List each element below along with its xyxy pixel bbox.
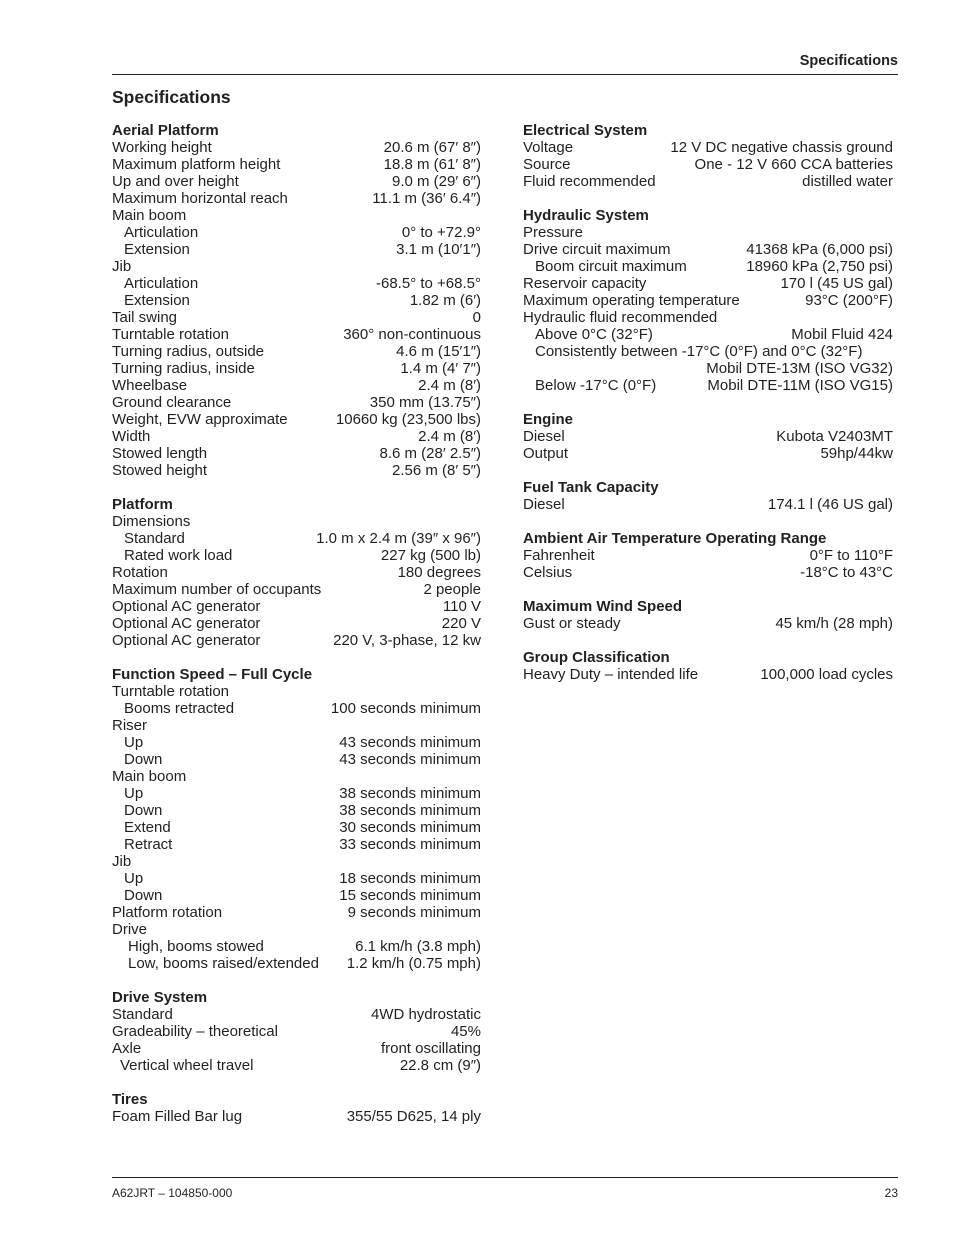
spec-label: Gradeability – theoretical <box>112 1023 278 1040</box>
spec-row <box>523 258 893 275</box>
spec-label: Axle <box>112 1040 142 1057</box>
spec-row <box>112 1108 481 1125</box>
spec-value: 355/55 D625, 14 ply <box>346 1108 481 1125</box>
spec-value: 0°F to 110°F <box>809 547 893 564</box>
spec-row <box>112 1040 481 1057</box>
spec-value: 12 V DC negative chassis ground <box>670 139 893 156</box>
spec-row <box>112 768 481 785</box>
spec-value: 15 seconds minimum <box>339 887 481 904</box>
spec-row <box>112 921 481 938</box>
spec-section <box>523 649 893 683</box>
spec-value: 43 seconds minimum <box>339 751 481 768</box>
spec-row <box>112 258 481 275</box>
spec-value: 4WD hydrostatic <box>370 1006 481 1023</box>
spec-row <box>112 1057 481 1074</box>
spec-label: Extension <box>124 241 190 258</box>
spec-value: 38 seconds minimum <box>339 802 481 819</box>
spec-value: distilled water <box>802 173 893 190</box>
spec-value: 20.6 m (67′ 8″) <box>383 139 481 156</box>
spec-value: 170 l (45 US gal) <box>780 275 893 292</box>
spec-label: Ground clearance <box>112 394 232 411</box>
spec-row <box>112 292 481 309</box>
spec-row <box>112 343 481 360</box>
spec-row <box>523 377 893 394</box>
spec-row <box>112 938 481 955</box>
spec-label: Extend <box>124 819 171 836</box>
section-title: Fuel Tank Capacity <box>523 479 659 496</box>
spec-label: Maximum operating temperature <box>523 292 740 309</box>
spec-value: 43 seconds minimum <box>339 734 481 751</box>
spec-value: 227 kg (500 lb) <box>380 547 481 564</box>
spec-label: Riser <box>112 717 148 734</box>
spec-row <box>523 224 893 241</box>
spec-label: Tail swing <box>112 309 178 326</box>
spec-value: 38 seconds minimum <box>339 785 481 802</box>
spec-row <box>112 360 481 377</box>
spec-row <box>112 224 481 241</box>
spec-value: 174.1 l (46 US gal) <box>767 496 893 513</box>
spec-row <box>112 513 481 530</box>
spec-value: 4.6 m (15′1″) <box>396 343 481 360</box>
spec-section <box>523 598 893 632</box>
spec-label: Dimensions <box>112 513 191 530</box>
spec-label: Fluid recommended <box>523 173 656 190</box>
spec-row <box>112 326 481 343</box>
footer-doc-id: A62JRT – 104850-000 <box>112 1186 233 1200</box>
spec-label: Extension <box>124 292 190 309</box>
spec-row <box>523 564 893 581</box>
spec-label: Jib <box>112 853 132 870</box>
spec-section <box>112 1091 481 1125</box>
spec-label: Low, booms raised/extended <box>128 955 319 972</box>
spec-label: Diesel <box>523 496 565 513</box>
spec-row <box>112 887 481 904</box>
spec-value: 110 V <box>442 598 481 615</box>
spec-section <box>523 411 893 462</box>
spec-row <box>112 309 481 326</box>
spec-label: Source <box>523 156 571 173</box>
spec-row <box>112 836 481 853</box>
spec-value: 0 <box>472 309 481 326</box>
spec-label: Rated work load <box>124 547 233 564</box>
spec-section <box>523 479 893 513</box>
spec-row <box>112 751 481 768</box>
spec-label: Hydraulic fluid recommended <box>523 309 718 326</box>
spec-value: 22.8 cm (9″) <box>399 1057 481 1074</box>
spec-label: Main boom <box>112 207 187 224</box>
spec-row <box>112 802 481 819</box>
spec-value: 93°C (200°F) <box>805 292 893 309</box>
spec-label: Drive <box>112 921 148 938</box>
spec-value: Mobil DTE-11M (ISO VG15) <box>707 377 893 394</box>
spec-value: 33 seconds minimum <box>339 836 481 853</box>
spec-row <box>112 1023 481 1040</box>
spec-row <box>112 445 481 462</box>
spec-label: Drive circuit maximum <box>523 241 671 258</box>
spec-label: Up and over height <box>112 173 239 190</box>
spec-value: 18 seconds minimum <box>339 870 481 887</box>
spec-label: Celsius <box>523 564 573 581</box>
spec-label: Optional AC generator <box>112 615 261 632</box>
spec-row <box>112 377 481 394</box>
spec-row <box>112 139 481 156</box>
spec-value: 1.0 m x 2.4 m (39″ x 96″) <box>316 530 481 547</box>
spec-row <box>112 462 481 479</box>
running-header-title: Specifications <box>799 53 898 69</box>
spec-value: 180 degrees <box>397 564 481 581</box>
footer-rule <box>112 1177 898 1178</box>
spec-label: Consistently between -17°C (0°F) and 0°C (32°F) <box>535 343 863 360</box>
section-title: Hydraulic System <box>523 207 649 224</box>
spec-row <box>112 785 481 802</box>
spec-section <box>112 666 481 972</box>
spec-row <box>112 581 481 598</box>
spec-row <box>112 717 481 734</box>
spec-label: Below -17°C (0°F) <box>535 377 657 394</box>
spec-label: Reservoir capacity <box>523 275 647 292</box>
spec-value: 41368 kPa (6,000 psi) <box>746 241 893 258</box>
spec-row <box>112 564 481 581</box>
spec-label: Down <box>124 802 163 819</box>
spec-row <box>112 207 481 224</box>
section-title: Engine <box>523 411 574 428</box>
spec-label: Maximum horizontal reach <box>112 190 288 207</box>
spec-label: Output <box>523 445 569 462</box>
spec-label: High, booms stowed <box>128 938 264 955</box>
spec-label: Main boom <box>112 768 187 785</box>
spec-section <box>112 122 481 479</box>
spec-value: 18960 kPa (2,750 psi) <box>746 258 893 275</box>
spec-label: Down <box>124 751 163 768</box>
spec-label: Fahrenheit <box>523 547 595 564</box>
spec-row <box>523 547 893 564</box>
spec-value: 9 seconds minimum <box>347 904 481 921</box>
spec-row <box>523 496 893 513</box>
section-title: Drive System <box>112 989 208 1006</box>
spec-label: Booms retracted <box>124 700 235 717</box>
spec-label: Optional AC generator <box>112 598 261 615</box>
spec-value: 45 km/h (28 mph) <box>775 615 893 632</box>
spec-label: Maximum number of occupants <box>112 581 322 598</box>
spec-row <box>523 241 893 258</box>
spec-value: 6.1 km/h (3.8 mph) <box>355 938 481 955</box>
spec-value: 3.1 m (10′1″) <box>396 241 481 258</box>
spec-section <box>523 207 893 394</box>
spec-row <box>523 139 893 156</box>
spec-value: 220 V <box>441 615 481 632</box>
spec-value: 220 V, 3-phase, 12 kw <box>333 632 481 649</box>
spec-value: 30 seconds minimum <box>339 819 481 836</box>
spec-row <box>112 428 481 445</box>
spec-row <box>523 326 893 343</box>
spec-value: Kubota V2403MT <box>776 428 893 445</box>
spec-row <box>112 904 481 921</box>
spec-value: 45% <box>450 1023 481 1040</box>
spec-value: 9.0 m (29′ 6″) <box>392 173 481 190</box>
section-title: Tires <box>112 1091 148 1108</box>
spec-value: 11.1 m (36′ 6.4″) <box>372 190 481 207</box>
spec-label: Heavy Duty – intended life <box>523 666 699 683</box>
spec-label: Boom circuit maximum <box>535 258 687 275</box>
spec-row <box>112 411 481 428</box>
spec-label: Maximum platform height <box>112 156 281 173</box>
spec-value: 2.56 m (8′ 5″) <box>392 462 481 479</box>
spec-value: 350 mm (13.75″) <box>369 394 481 411</box>
spec-section <box>112 496 481 649</box>
spec-row <box>523 292 893 309</box>
spec-label: Optional AC generator <box>112 632 261 649</box>
spec-value: Mobil Fluid 424 <box>791 326 893 343</box>
spec-label: Wheelbase <box>112 377 188 394</box>
section-title: Platform <box>112 496 173 513</box>
section-title: Function Speed – Full Cycle <box>112 666 313 683</box>
spec-row <box>112 632 481 649</box>
spec-row <box>112 700 481 717</box>
spec-label: Standard <box>124 530 185 547</box>
spec-label: Jib <box>112 258 132 275</box>
spec-value: Mobil DTE-13M (ISO VG32) <box>706 360 893 377</box>
spec-row <box>112 1006 481 1023</box>
spec-section <box>523 530 893 581</box>
spec-value: 59hp/44kw <box>820 445 893 462</box>
spec-value: -18°C to 43°C <box>800 564 893 581</box>
page-title: Specifications <box>112 87 231 107</box>
spec-value: 2 people <box>423 581 481 598</box>
spec-row <box>112 156 481 173</box>
spec-value: 18.8 m (61′ 8″) <box>383 156 481 173</box>
spec-label: Above 0°C (32°F) <box>535 326 653 343</box>
spec-value: 2.4 m (8′) <box>418 428 481 445</box>
spec-label: Down <box>124 887 163 904</box>
spec-row <box>112 683 481 700</box>
spec-row <box>523 173 893 190</box>
spec-value: 100 seconds minimum <box>330 700 481 717</box>
spec-label: Voltage <box>523 139 574 156</box>
spec-label: Turntable rotation <box>112 326 230 343</box>
spec-row <box>523 343 893 360</box>
spec-value: 1.2 km/h (0.75 mph) <box>346 955 481 972</box>
spec-row <box>112 870 481 887</box>
spec-row <box>523 309 893 326</box>
spec-row <box>112 241 481 258</box>
spec-row <box>112 734 481 751</box>
spec-row <box>523 275 893 292</box>
spec-row <box>112 615 481 632</box>
spec-label: Articulation <box>124 224 199 241</box>
spec-section <box>523 122 893 190</box>
spec-section <box>112 989 481 1074</box>
spec-value: 1.82 m (6′) <box>409 292 481 309</box>
footer-page-number: 23 <box>884 1186 898 1200</box>
spec-label: Diesel <box>523 428 565 445</box>
spec-row <box>523 428 893 445</box>
spec-value: 8.6 m (28′ 2.5″) <box>379 445 481 462</box>
header-rule <box>112 74 898 75</box>
spec-row <box>523 666 893 683</box>
spec-label: Turning radius, outside <box>112 343 265 360</box>
spec-row <box>112 853 481 870</box>
spec-row <box>112 530 481 547</box>
spec-label: Stowed length <box>112 445 208 462</box>
spec-value: 10660 kg (23,500 lbs) <box>335 411 481 428</box>
spec-label: Foam Filled Bar lug <box>112 1108 243 1125</box>
spec-label: Articulation <box>124 275 199 292</box>
spec-value: One - 12 V 660 CCA batteries <box>694 156 893 173</box>
spec-row <box>523 445 893 462</box>
spec-label: Up <box>124 870 144 887</box>
spec-value: -68.5° to +68.5° <box>376 275 481 292</box>
spec-label: Width <box>112 428 151 445</box>
spec-label: Retract <box>124 836 173 853</box>
spec-row <box>112 275 481 292</box>
section-title: Aerial Platform <box>112 122 219 139</box>
spec-value: 100,000 load cycles <box>760 666 893 683</box>
spec-label: Standard <box>112 1006 173 1023</box>
spec-label: Pressure <box>523 224 584 241</box>
spec-value: 360° non-continuous <box>343 326 481 343</box>
spec-label: Up <box>124 785 144 802</box>
left-spec-column <box>112 122 481 1142</box>
spec-row <box>112 598 481 615</box>
spec-row <box>523 360 893 377</box>
spec-label: Platform rotation <box>112 904 223 921</box>
spec-row <box>112 819 481 836</box>
spec-row <box>112 394 481 411</box>
spec-row <box>523 615 893 632</box>
spec-label: Stowed height <box>112 462 208 479</box>
right-spec-column <box>523 122 893 700</box>
spec-label: Vertical wheel travel <box>120 1057 254 1074</box>
section-title: Maximum Wind Speed <box>523 598 683 615</box>
section-title: Electrical System <box>523 122 648 139</box>
spec-value: 0° to +72.9° <box>401 224 481 241</box>
spec-row <box>523 156 893 173</box>
spec-label: Working height <box>112 139 212 156</box>
section-title: Ambient Air Temperature Operating Range <box>523 530 827 547</box>
spec-row <box>112 955 481 972</box>
spec-row <box>112 190 481 207</box>
spec-label: Turntable rotation <box>112 683 230 700</box>
spec-label: Weight, EVW approximate <box>112 411 288 428</box>
spec-label: Up <box>124 734 144 751</box>
spec-label: Turning radius, inside <box>112 360 255 377</box>
spec-row <box>112 173 481 190</box>
spec-value: 1.4 m (4′ 7″) <box>400 360 481 377</box>
section-title: Group Classification <box>523 649 670 666</box>
spec-value: front oscillating <box>380 1040 481 1057</box>
spec-label: Rotation <box>112 564 168 581</box>
spec-label: Gust or steady <box>523 615 621 632</box>
spec-value: 2.4 m (8′) <box>418 377 481 394</box>
spec-row <box>112 547 481 564</box>
